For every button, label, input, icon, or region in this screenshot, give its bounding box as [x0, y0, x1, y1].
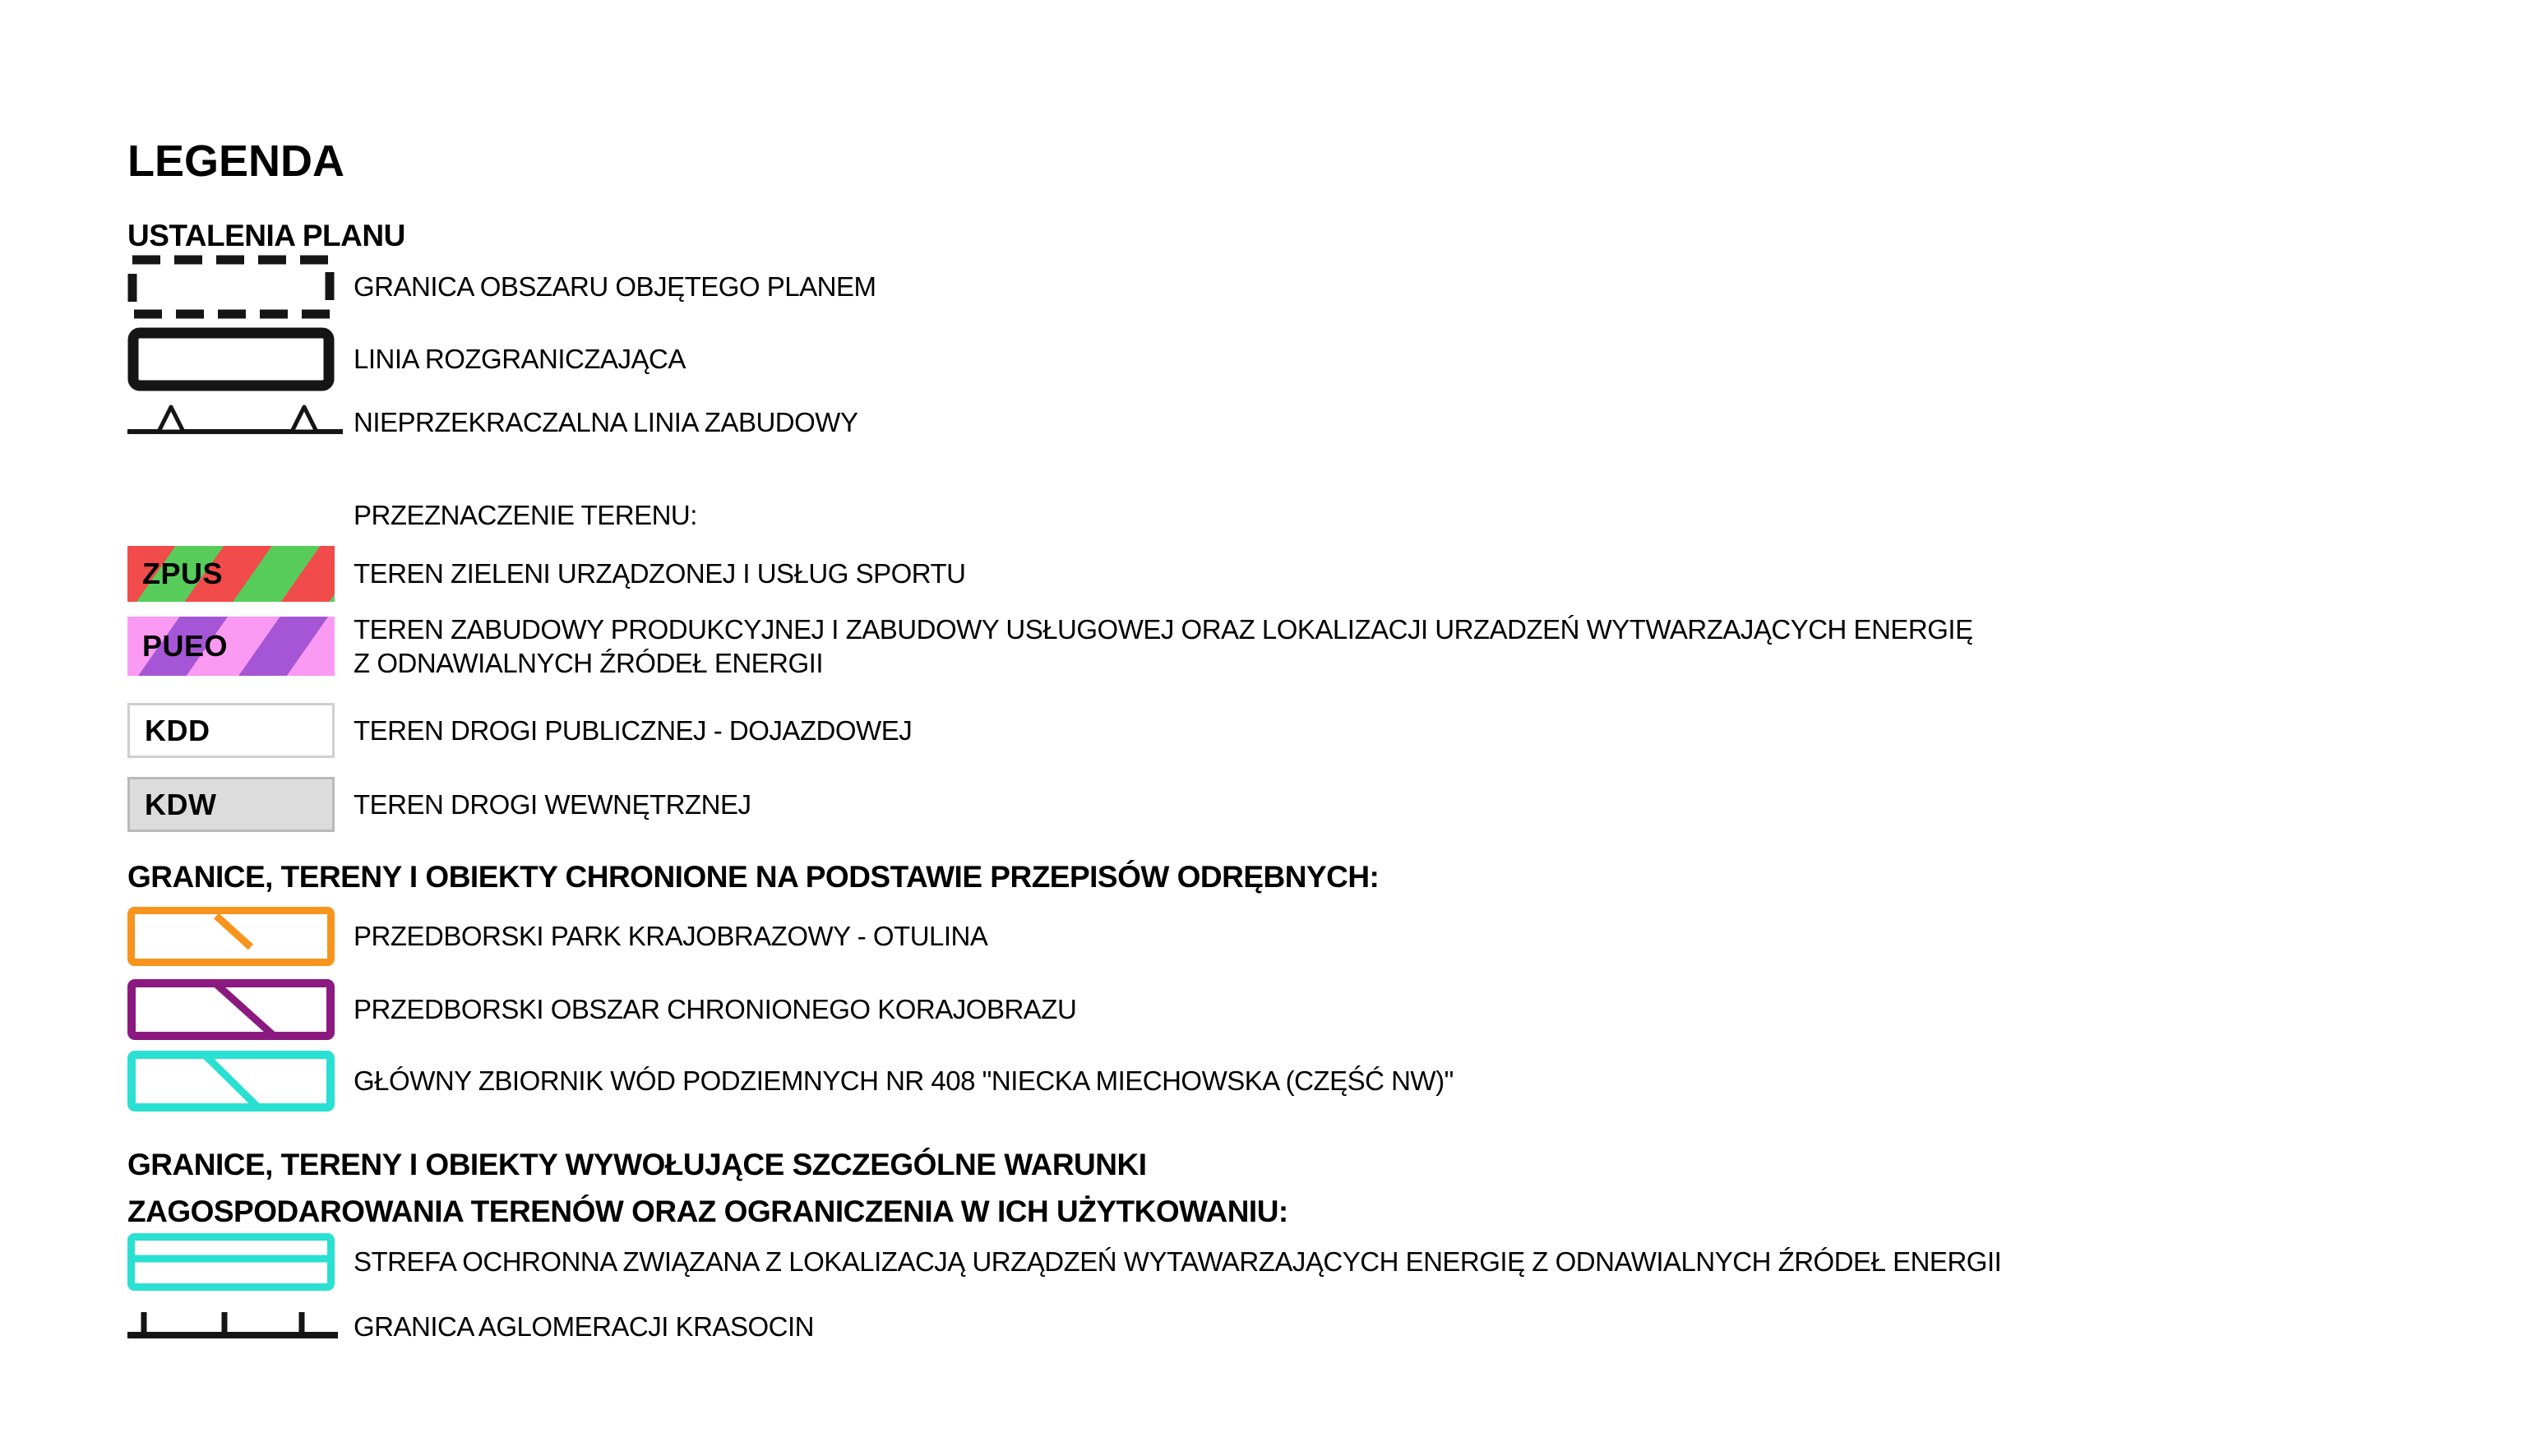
legend-row-linia-rozgraniczajaca	[127, 327, 2397, 391]
legend-row-label: PRZEDBORSKI OBSZAR CHRONIONEGO KORAJOBRAZU	[354, 994, 1077, 1025]
cyan-buffer-zone-symbol	[127, 1233, 343, 1291]
heading-line-1: GRANICE, TERENY I OBIEKTY WYWOŁUJĄCE SZCZEGÓLNE WARUNKI	[127, 1148, 1147, 1181]
purple-outline-symbol	[127, 979, 343, 1040]
legend-row-obszar-chroniony	[127, 979, 2397, 1040]
legend-row-label: TEREN DROGI WEWNĘTRZNEJ	[354, 788, 751, 820]
legend-row-granica-obszaru	[127, 255, 2397, 319]
section-heading-chronione: GRANICE, TERENY I OBIEKTY CHRONIONE NA PODSTAWIE PRZEPISÓW ODRĘBNYCH:	[127, 860, 1380, 894]
legend-row-kdd	[127, 703, 2397, 758]
legend-row-label: LINIA ROZGRANICZAJĄCA	[354, 344, 686, 375]
zone-code-kdd: KDD	[145, 713, 210, 747]
zone-swatch-kdw	[127, 777, 343, 832]
label-line-2: Z ODNAWIALNYCH ŹRÓDEŁ ENERGII	[354, 648, 824, 678]
legend-row-park-otulina	[127, 907, 2397, 966]
legend-row-label: GRANICA OBSZARU OBJĘTEGO PLANEM	[354, 271, 876, 303]
legend-title: LEGENDA	[127, 136, 345, 186]
legend-row-zbiornik	[127, 1051, 2397, 1112]
legend-row-label: GRANICA AGLOMERACJI KRASOCIN	[354, 1310, 814, 1342]
legend-row-pueo	[127, 613, 2397, 678]
legend-row-label: NIEPRZEKRACZALNA LINIA ZABUDOWY	[354, 406, 858, 437]
legend-row-label: STREFA OCHRONNA ZWIĄZANA Z LOKALIZACJĄ URZĄDZEŃ WYTAWARZAJĄCYCH ENERGIĘ Z ODNAWIALNYCH ŹRÓDEŁ ENERGII	[354, 1246, 2002, 1278]
zone-swatch-kdd	[127, 703, 343, 758]
legend-row-nieprzekraczalna-linia	[127, 401, 2397, 436]
cyan-outline-symbol	[127, 1051, 343, 1112]
zone-swatch-pueo	[127, 617, 343, 676]
zone-swatch-zpus	[127, 546, 343, 602]
legend-row-label: PRZEDBORSKI PARK KRAJOBRAZOWY - OTULINA	[354, 921, 988, 952]
section-heading-ustalenia-planu: USTALENIA PLANU	[127, 219, 405, 252]
legend-row-strefa-ochronna	[127, 1233, 2397, 1291]
legend-row-label: GŁÓWNY ZBIORNIK WÓD PODZIEMNYCH NR 408 "NIECKA MIECHOWSKA (CZĘŚĆ NW)"	[354, 1065, 1454, 1097]
legend-row-label	[354, 612, 1973, 681]
building-setback-line-symbol	[127, 401, 343, 436]
solid-boundary-symbol	[127, 327, 343, 391]
legend-row-label: TEREN DROGI PUBLICZNEJ - DOJAZDOWEJ	[354, 714, 913, 746]
section-heading-szczegolne	[127, 1141, 1288, 1235]
legend-row-aglomeracja	[127, 1306, 2397, 1340]
heading-line-2: ZAGOSPODAROWANIA TERENÓW ORAZ OGRANICZENIA W ICH UŻYTKOWANIU:	[127, 1195, 1288, 1228]
legend-row-label: TEREN ZIELENI URZĄDZONEJ I USŁUG SPORTU	[354, 558, 966, 589]
label-line-1: TEREN ZABUDOWY PRODUKCYJNEJ I ZABUDOWY USŁUGOWEJ ORAZ LOKALIZACJI URZADZEŃ WYTWARZAJĄCYCH ENERGIĘ	[354, 613, 1973, 645]
orange-outline-symbol	[127, 907, 343, 966]
zone-code-zpus: ZPUS	[142, 557, 224, 590]
agglomeration-boundary-symbol	[127, 1306, 343, 1340]
dashed-boundary-symbol	[127, 255, 343, 319]
legend-row-zpus	[127, 546, 2397, 602]
subheading-przeznaczenie-terenu: PRZEZNACZENIE TERENU:	[354, 500, 697, 530]
zone-code-pueo: PUEO	[142, 629, 229, 663]
legend-row-kdw	[127, 777, 2397, 832]
zone-code-kdw: KDW	[145, 787, 217, 821]
